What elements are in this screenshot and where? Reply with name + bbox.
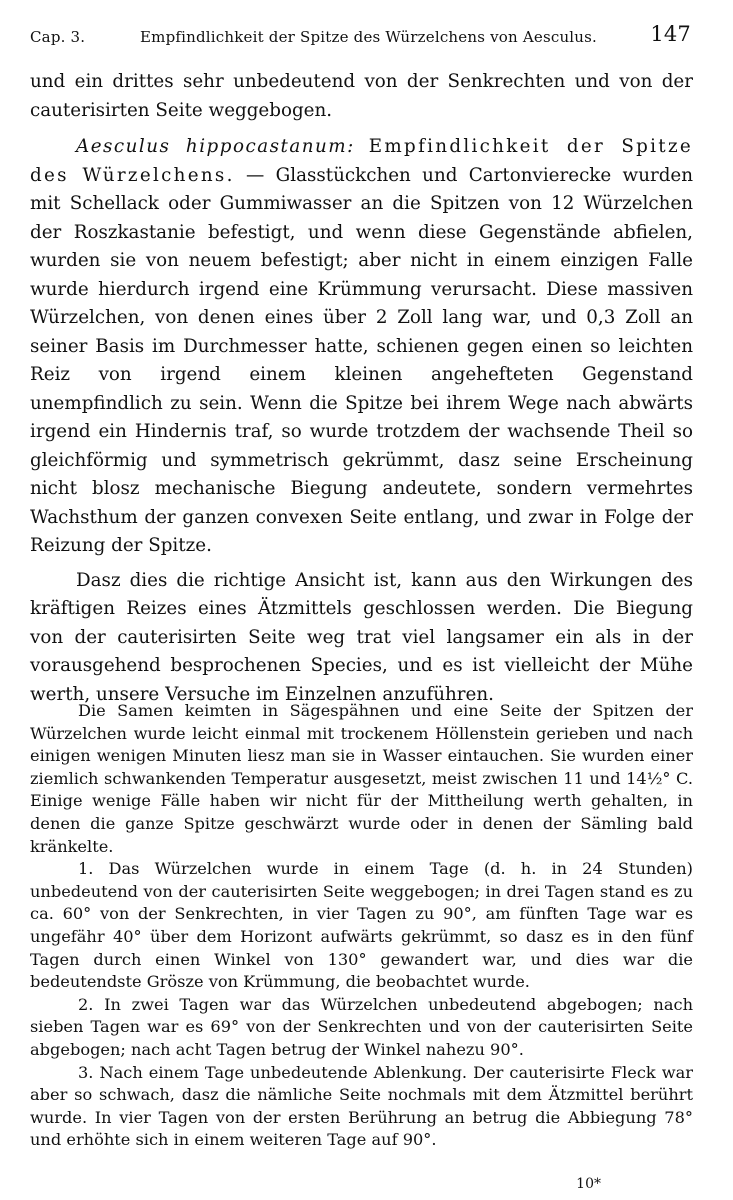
- main-text: [30, 68, 693, 709]
- paragraph-aesculus: [30, 133, 693, 561]
- chapter-label: Cap. 3.: [30, 28, 86, 46]
- experiment-item-3: 3. Nach einem Tage unbedeutende Ablenkung. Der cauterisirte Fleck war aber so schwach, dasz die nämliche Seite nochmals mit dem Ätzmittel berührt wurde. In vier Tagen von der ersten Berührung an betrug die Abbiegung 78° und erhöhte sich in einem weiteren Tage auf 90°.: [30, 1062, 693, 1150]
- paragraph-body: — Glasstückchen und Cartonvierecke wurden mit Schellack oder Gummiwasser an die Spitzen von 12 Würzelchen der Roszkastanie befestigt, und wenn diese Gegenstände abfielen, wurden sie von neuem befestigt; aber nicht in einem einzigen Falle wurde hierdurch irgend eine Krümmung verursacht. Diese massiven Würzelchen, von denen eines über 2 Zoll lang war, und 0,3 Zoll an seiner Basis im Durchmesser hatte, schienen gegen einen so leichten Reiz von irgend einem kleinen angehefteten Gegenstand unempfindlich zu sein. Wenn die Spitze bei ihrem Wege nach abwärts irgend ein Hindernis traf, so wurde trotzdem der wachsende Theil so gleichförmig und symmetrisch gekrümmt, dasz seine Erscheinung nicht blosz mechanische Biegung andeutete, sondern vermehrtes Wachsthum der ganzen convexen Seite entlang, und zwar in Folge der Reizung der Spitze.: [30, 164, 693, 556]
- section-heading: Empfindlichkeit der Spitze des Würzelchens.: [30, 136, 693, 186]
- notes-intro: Die Samen keimten in Sägespähnen und eine Seite der Spitzen der Würzelchen wurde leicht einmal mit trockenem Höllenstein gerieben und nach einigen wenigen Minuten liesz man sie in Wasser eintauchen. Sie wurden einer ziemlich schwankenden Temperatur ausgesetzt, meist zwischen 11 und 14½° C. Einige wenige Fälle haben wir nicht für der Mittheilung werth gehalten, in denen die ganze Spitze geschwärzt wurde oder in denen der Sämling bald kränkelte.: [30, 701, 693, 856]
- running-head: [30, 22, 691, 50]
- signature-mark: 10*: [576, 1176, 601, 1192]
- paragraph-caustic: Dasz dies die richtige Ansicht ist, kann aus den Wirkungen des kräftigen Reizes eines Ätzmittels geschlossen werden. Die Biegung von der cauterisirten Seite weg trat viel langsamer ein als in der vorausgehend besprochenen Species, und es ist vielleicht der Mühe werth, unsere Versuche im Einzelnen anzuführen.: [30, 569, 693, 705]
- page-number: 147: [650, 22, 691, 46]
- running-title: Empfindlichkeit der Spitze des Würzelchens von Aesculus.: [140, 28, 598, 46]
- experiment-item-2: 2. In zwei Tagen war das Würzelchen unbedeutend abgebogen; nach sieben Tagen war es 69° von der Senkrechten und von der cauterisirten Seite abgebogen; nach acht Tagen betrug der Winkel nahezu 90°.: [30, 994, 693, 1059]
- experiment-notes: [30, 700, 693, 1152]
- paragraph-continuation: und ein drittes sehr unbedeutend von der Senkrechten und von der cauterisirten Seite weggebogen.: [30, 71, 693, 121]
- experiment-item-1: 1. Das Würzelchen wurde in einem Tage (d. h. in 24 Stunden) unbedeutend von der cauterisirten Seite weggebogen; in drei Tagen stand es zu ca. 60° von der Senkrechten, in vier Tagen zu 90°, am fünften Tage war es ungefähr 40° über dem Horizont aufwärts gekrümmt, so dasz es in den fünf Tagen durch einen Winkel von 130° gewandert war, und dies war die bedeutendste Grösze von Krümmung, die beobachtet wurde.: [30, 859, 693, 992]
- species-heading: Aesculus hippocastanum:: [76, 136, 355, 157]
